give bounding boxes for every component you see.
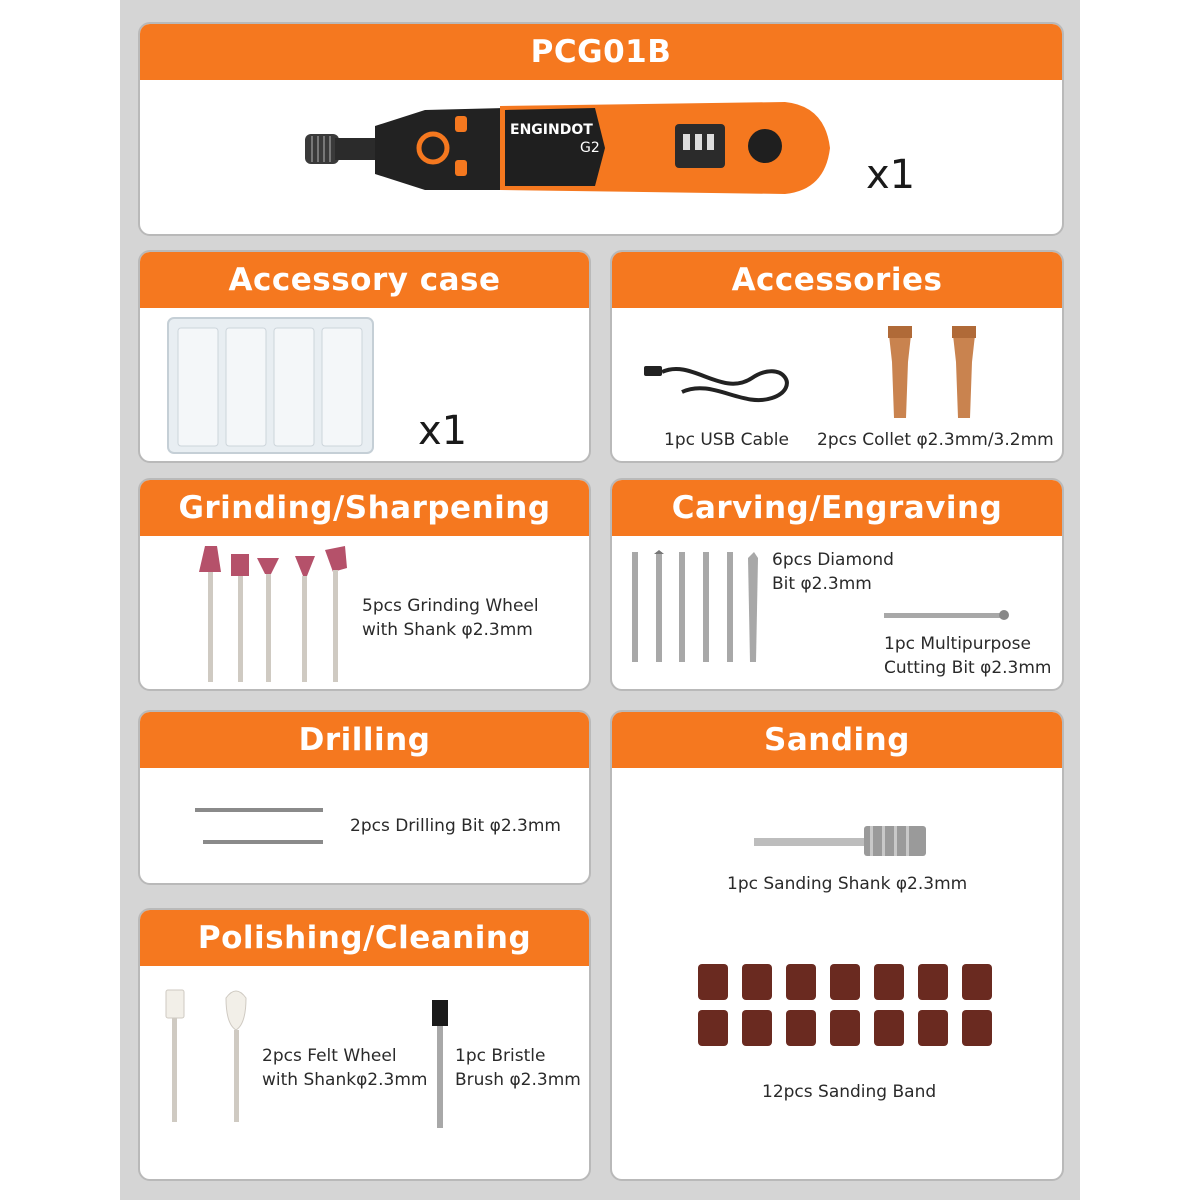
- grinding-caption-line2: with Shank φ2.3mm: [362, 620, 533, 640]
- drill-bit-icons: [195, 804, 330, 854]
- cutting-caption-line1: 1pc Multipurpose: [884, 634, 1031, 654]
- collet-icon: [872, 322, 992, 422]
- panel-title: Accessory case: [140, 252, 589, 308]
- diamond-caption-line2: Bit φ2.3mm: [772, 574, 872, 594]
- collet-caption: 2pcs Collet φ2.3mm/3.2mm: [817, 430, 1054, 450]
- sanding-band-icons: [696, 964, 996, 1054]
- case-quantity: x1: [418, 408, 468, 454]
- sanding-panel: [610, 710, 1064, 1181]
- panel-title: Grinding/Sharpening: [140, 480, 589, 536]
- rotary-tool-image: [305, 90, 865, 220]
- bristle-brush-icon: [428, 1000, 452, 1135]
- grinding-panel: [138, 478, 591, 691]
- brush-caption-line2: Brush φ2.3mm: [455, 1070, 581, 1090]
- accessory-case-panel: [138, 250, 591, 463]
- usb-cable-caption: 1pc USB Cable: [664, 430, 789, 450]
- panel-title: Accessories: [612, 252, 1062, 308]
- main-quantity: x1: [866, 152, 916, 198]
- panel-title: Drilling: [140, 712, 589, 768]
- cutting-caption-line2: Cutting Bit φ2.3mm: [884, 658, 1052, 678]
- main-tool-panel: [138, 22, 1064, 236]
- sanding-band-caption: 12pcs Sanding Band: [762, 1082, 937, 1102]
- diamond-bit-icons: [628, 552, 778, 667]
- drilling-caption: 2pcs Drilling Bit φ2.3mm: [350, 816, 561, 836]
- carving-panel: [610, 478, 1064, 691]
- felt-wheel-icons: [162, 990, 272, 1125]
- diamond-caption-line1: 6pcs Diamond: [772, 550, 894, 570]
- usb-cable-icon: [642, 348, 802, 408]
- brush-caption-line1: 1pc Bristle: [455, 1046, 546, 1066]
- svg-text:ENGINDOT: ENGINDOT: [510, 122, 593, 138]
- svg-text:G2: G2: [580, 140, 600, 156]
- felt-caption-line2: with Shankφ2.3mm: [262, 1070, 428, 1090]
- panel-title: PCG01B: [140, 24, 1062, 80]
- cutting-bit-icon: [884, 608, 1014, 624]
- accessory-case-image: [168, 318, 378, 453]
- panel-title: Carving/Engraving: [612, 480, 1062, 536]
- felt-caption-line1: 2pcs Felt Wheel: [262, 1046, 397, 1066]
- panel-title: Polishing/Cleaning: [140, 910, 589, 966]
- grinding-wheel-icons: [195, 542, 375, 687]
- panel-title: Sanding: [612, 712, 1062, 768]
- sanding-shank-caption: 1pc Sanding Shank φ2.3mm: [727, 874, 968, 894]
- accessories-panel: [610, 250, 1064, 463]
- drilling-panel: [138, 710, 591, 885]
- polishing-panel: [138, 908, 591, 1181]
- grinding-caption-line1: 5pcs Grinding Wheel: [362, 596, 539, 616]
- sanding-shank-icon: [754, 824, 934, 864]
